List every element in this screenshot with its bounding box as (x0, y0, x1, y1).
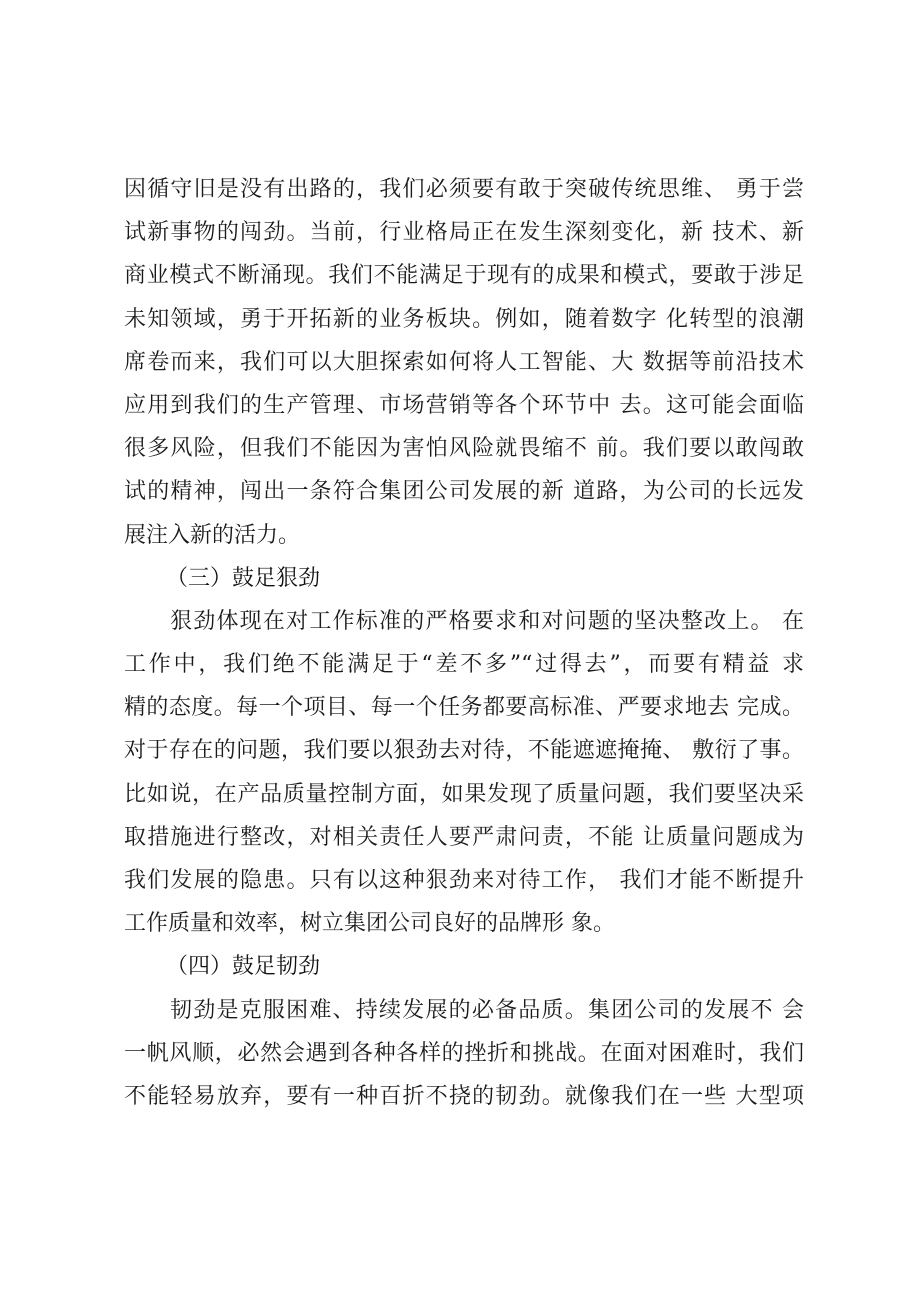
paragraph-line: 取措施进行整改，对相关责任人要严肃问责，不能 让质量问题成为 (124, 824, 804, 850)
paragraph-line: 对于存在的问题，我们要以狠劲去对待，不能遮遮掩掩、 敷衍了事。 (124, 738, 804, 764)
section-heading: （四）鼓足韧劲 (166, 954, 321, 980)
paragraph-line: 试的精神，闯出一条符合集团公司发展的新 道路，为公司的长远发 (124, 479, 804, 505)
paragraph-line: 商业模式不断涌现。我们不能满足于现有的成果和模式，要敢于涉足 (124, 263, 804, 289)
paragraph-line: 比如说，在产品质量控制方面，如果发现了质量问题，我们要坚决采 (124, 781, 804, 807)
paragraph-line: 应用到我们的生产管理、市场营销等各个环节中 去。这可能会面临 (124, 392, 804, 418)
paragraph-line: 席卷而来，我们可以大胆探索如何将人工智能、大 数据等前沿技术 (124, 349, 804, 375)
paragraph-line: 不能轻易放弃，要有一种百折不挠的韧劲。就像我们在一些 大型项 (124, 1083, 804, 1109)
document-body (124, 168, 804, 1118)
paragraph-line: 一帆风顺，必然会遇到各种各样的挫折和挑战。在面对困难时，我们 (124, 1040, 804, 1066)
paragraph-line: 狠劲体现在对工作标准的严格要求和对问题的坚决整改上。 在 (170, 608, 804, 634)
paragraph-line: 工作质量和效率，树立集团公司良好的品牌形 象。 (124, 911, 615, 937)
paragraph-line: 精的态度。每一个项目、每一个任务都要高标准、严要求地去 完成。 (124, 695, 804, 721)
paragraph-line: 未知领域，勇于开拓新的业务板块。例如，随着数字 化转型的浪潮 (124, 306, 804, 332)
paragraph-line: 因循守旧是没有出路的，我们必须要有敢于突破传统思维、 勇于尝 (124, 177, 804, 202)
paragraph-line: 我们发展的隐患。只有以这种狠劲来对待工作， 我们才能不断提升 (124, 868, 804, 893)
section-heading: （三）鼓足狠劲 (166, 565, 321, 591)
paragraph-line: 工作中，我们绝不能满足于“差不多”“过得去”，而要有精益 求 (124, 652, 804, 678)
paragraph-line: 韧劲是克服困难、持续发展的必备品质。集团公司的发展不 会 (170, 997, 804, 1023)
paragraph-line: 很多风险，但我们不能因为害怕风险就畏缩不 前。我们要以敢闯敢 (124, 436, 804, 462)
paragraph-line: 试新事物的闯劲。当前，行业格局正在发生深刻变化，新 技术、新 (124, 220, 804, 246)
paragraph-line: 展注入新的活力。 (124, 522, 301, 548)
